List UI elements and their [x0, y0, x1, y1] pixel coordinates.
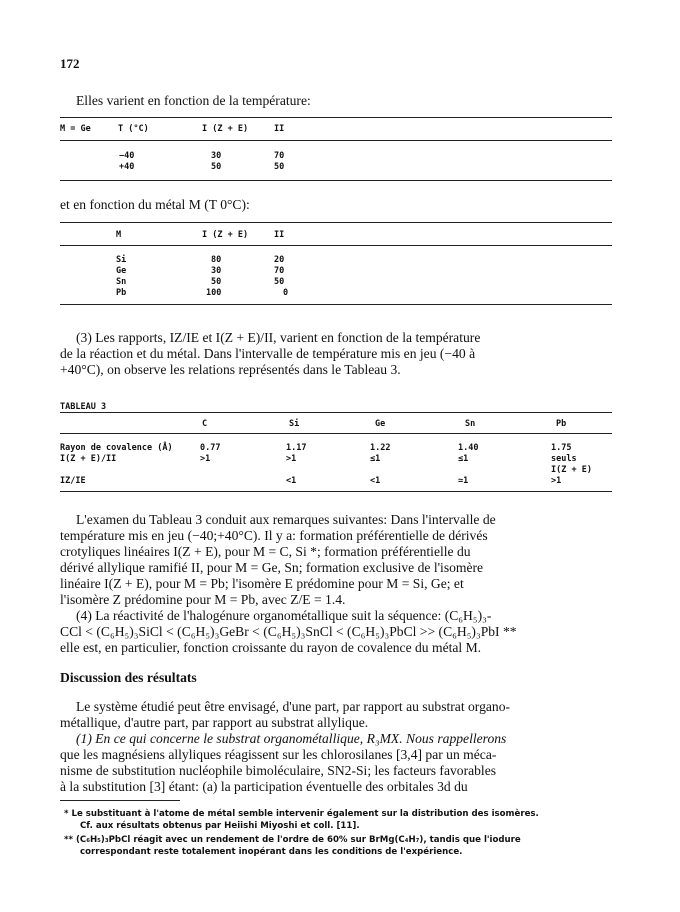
- paragraph-1-italic: (1) En ce qui concerne le substrat organométallique, R₃MX. Nous rappellerons: [76, 731, 507, 746]
- paragraph-3-line: +40°C), on observe les relations représentés dans le Tableau 3.: [60, 362, 401, 377]
- table-2-cell: 70: [274, 266, 285, 276]
- table-3-cell: ≤1: [458, 454, 469, 464]
- table-3-cell: <1: [286, 476, 297, 486]
- discussion-line: métallique, d'autre part, par rapport au substrat allylique.: [60, 715, 369, 730]
- table-1-header-i: I (Z + E): [202, 124, 249, 134]
- paragraph-3-line: (3) Les rapports, IZ/IE et I(Z + E)/II, varient en fonction de la température: [76, 330, 481, 345]
- table-2-header-i: I (Z + E): [202, 230, 249, 240]
- table-1-header-ii: II: [274, 124, 285, 134]
- table-2-cell: 20: [274, 255, 285, 265]
- table-2-header-rule: [60, 245, 612, 246]
- page-number: 172: [60, 56, 80, 71]
- paragraph-1-line: que les magnésiens allyliques réagissent sur les chlorosilanes [3,4] par un méca-: [60, 747, 497, 762]
- table-2-cell: 100: [206, 288, 222, 298]
- intro-metal: et en fonction du métal M (T 0°C):: [60, 197, 250, 212]
- table-3-cell: 1.75: [551, 443, 572, 453]
- examen-line: CCl < (C₆H₅)₃SiCl < (C₆H₅)₃GeBr < (C₆H₅)₃SnCl < (C₆H₅)₃PbCl >> (C₆H₅)₃PbI **: [60, 624, 517, 639]
- table-2-cell: 80: [211, 255, 222, 265]
- examen-line: elle est, en particulier, fonction croissante du rayon de covalence du métal M.: [60, 640, 482, 655]
- table-1-cell: −40: [119, 151, 135, 161]
- examen-line: température mis en jeu (−40;+40°C). Il y a: formation préférentielle de dérivés: [60, 528, 488, 543]
- table-3-cell: 1.17: [286, 443, 307, 453]
- table-3-bottom-rule: [60, 491, 612, 492]
- examen-line: l'isomère Z prédomine pour M = Pb, avec Z/E = 1.4.: [60, 592, 346, 607]
- examen-line: dérivé allylique ramifié II, pour M = Ge, Sn; formation exclusive de l'isomère: [60, 560, 484, 575]
- table-3-top-rule: [60, 412, 612, 413]
- table-1-bottom-rule: [60, 180, 612, 181]
- table-3-row-label: IZ/IE: [60, 476, 86, 486]
- section-title: Discussion des résultats: [60, 670, 197, 685]
- table-3-cell: ≤1: [370, 454, 381, 464]
- table-3-cell: >1: [200, 454, 211, 464]
- footnote-line: Cf. aux résultats obtenus par Heiishi Miyoshi et coll. [11].: [80, 821, 360, 831]
- footnote-line: * Le substituant à l'atome de métal semble intervenir également sur la distribution des isomères.: [64, 809, 539, 819]
- table-1-cell: 70: [274, 151, 285, 161]
- footnote-line: correspondant reste totalement inopérant dans les conditions de l'expérience.: [80, 847, 463, 857]
- table-3-cell: >1: [286, 454, 297, 464]
- table-3-row-label: I(Z + E)/II: [60, 454, 117, 464]
- table-2-cell: Si: [116, 255, 127, 265]
- table-3-header: Sn: [465, 419, 476, 429]
- footnote-rule: [60, 800, 180, 801]
- table-1-cell: 30: [211, 151, 222, 161]
- table-2-cell: 0: [283, 288, 289, 298]
- table-3-header: Pb: [556, 419, 567, 429]
- table-3-cell: 0.77: [200, 443, 221, 453]
- table-3-cell: >1: [551, 476, 562, 486]
- table-3-header: Ge: [375, 419, 386, 429]
- table-3-cell: 1.40: [458, 443, 479, 453]
- table-1-cell: 50: [274, 162, 285, 172]
- footnote-line: ** (C₆H₅)₃PbCl réagit avec un rendement de l'ordre de 60% sur BrMg(C₄H₇), tandis que l'iodure: [64, 835, 521, 845]
- intro-temperature: Elles varient en fonction de la température:: [76, 93, 311, 108]
- table-2-cell: Sn: [116, 277, 127, 287]
- table-3-row-label: Rayon de covalence (Å): [60, 443, 173, 453]
- table-3-cell: seuls: [551, 454, 577, 464]
- table-2-header-m: M: [116, 230, 122, 240]
- table-2-top-rule: [60, 222, 612, 223]
- table-2-cell: Pb: [116, 288, 127, 298]
- table-3-header: C: [202, 419, 208, 429]
- table-1-header-t: T (°C): [118, 124, 149, 134]
- table-2-cell: 50: [211, 277, 222, 287]
- paragraph-3-line: de la réaction et du métal. Dans l'intervalle de température mis en jeu (−40 à: [60, 346, 476, 361]
- table-1-cell: 50: [211, 162, 222, 172]
- table-1-top-rule: [60, 117, 612, 118]
- discussion-line: Le système étudié peut être envisagé, d'une part, par rapport au substrat organo-: [76, 699, 511, 714]
- table-1-header-m: M = Ge: [60, 124, 91, 134]
- table-3-cell: <1: [370, 476, 381, 486]
- table-3-cell: ≃1: [458, 476, 469, 486]
- table-3-cell: 1.22: [370, 443, 391, 453]
- table-3-header: Si: [289, 419, 300, 429]
- table-2-bottom-rule: [60, 304, 612, 305]
- paragraph-1-line: à la substitution [3] étant: (a) la participation éventuelle des orbitales 3d du: [60, 779, 468, 794]
- table-3-cell: I(Z + E): [551, 465, 592, 475]
- table-2-header-ii: II: [274, 230, 285, 240]
- examen-line: crotyliques linéaires I(Z + E), pour M = C, Si *; formation préférentielle du: [60, 544, 471, 559]
- table-1-header-rule: [60, 140, 612, 141]
- examen-line: linéaire I(Z + E), pour M = Pb; l'isomère E prédomine pour M = Si, Ge; et: [60, 576, 464, 591]
- table-2-cell: Ge: [116, 266, 127, 276]
- table-2-cell: 50: [274, 277, 285, 287]
- examen-line: L'examen du Tableau 3 conduit aux remarques suivantes: Dans l'intervalle de: [76, 512, 496, 527]
- paragraph-1-line: nisme de substitution nucléophile bimoléculaire, SN2-Si; les facteurs favorables: [60, 763, 497, 778]
- table-3-title: TABLEAU 3: [60, 402, 107, 412]
- paragraph-1-line: [76, 731, 506, 747]
- table-1-cell: +40: [119, 162, 135, 172]
- table-2-cell: 30: [211, 266, 222, 276]
- examen-line: (4) La réactivité de l'halogénure organométallique suit la séquence: (C₆H₅)₃-: [76, 608, 492, 623]
- table-3-header-rule: [60, 433, 612, 434]
